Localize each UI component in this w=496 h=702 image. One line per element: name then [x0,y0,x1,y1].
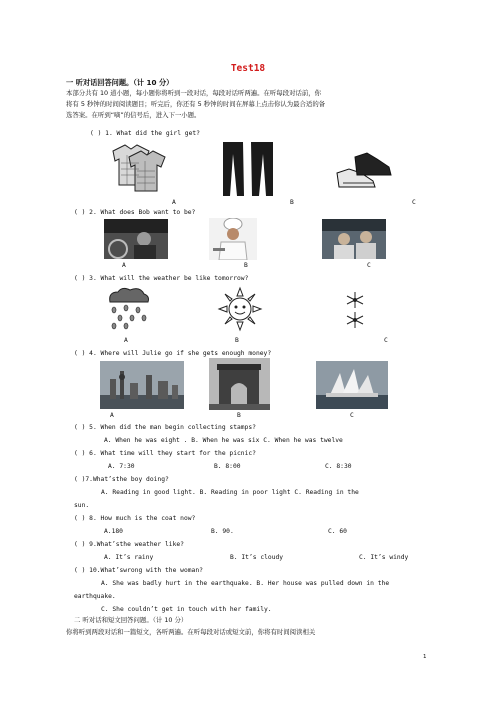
option-label-c: C [367,262,371,269]
option-a: A. 7:30 [108,463,135,470]
option-c: C. 8:30 [325,463,352,470]
intro-line: 将有 5 秒钟的时间阅读题目；听完后，你还有 5 秒钟的时间在屏幕上点击你认为最合适的备 [66,100,326,108]
question-10-options-cont: earthquake. [74,593,116,600]
option-c: C. It’s windy [359,554,409,561]
pilots-image [322,219,386,259]
question-5: ( ) 5. When did the man begin collecting stamps? [74,424,256,431]
option-label-b: B [237,412,241,419]
option-a: A.180 [104,528,123,535]
question-10-option-c: C. She couldn’t get in touch with her family. [101,606,272,613]
option-c: C. 60 [328,528,347,535]
option-label-b: B [235,337,239,344]
question-6: ( ) 6. What time will they start for the picnic? [74,450,256,457]
intro-line: 你将听到两段对话和一篇短文，各听两遍。在听每段对话或短文前，你将有时间阅读相关 [66,628,316,636]
option-label-a: A [110,412,114,419]
intro-line: 本部分共有 10 道小题，每小题你将听到一段对话，每段对话听两遍。在听每段对话前，你 [66,89,322,97]
option-label-a: A [124,337,128,344]
shirts-image [107,141,169,193]
option-label-b: B [244,262,248,269]
snow-icon [341,290,369,330]
question-5-options: A. When he was eight . B. When he was six C. When he was twelve [104,437,343,444]
sun-icon [217,286,263,332]
option-label-a: A [122,262,126,269]
question-1: ( ) 1. What did the girl get? [90,130,200,137]
intro-line: 选答案。在听到“嘀”的信号后，进入下一小题。 [66,111,201,119]
question-7: ( )7.What’sthe boy doing? [74,476,169,483]
section-heading: 一 听对话回答问题。（计 10 分） [66,78,174,87]
question-8: ( ) 8. How much is the coat now? [74,515,196,522]
option-label-a: A [172,199,176,206]
shanghai-skyline-image [100,361,184,409]
sydney-opera-house-image [316,361,388,409]
option-b: B. 8:00 [214,463,241,470]
option-label-c: C [350,412,354,419]
shoes-image [333,143,395,193]
option-label-b: B [290,199,294,206]
rain-icon [104,286,152,332]
question-9: ( ) 9.What’sthe weather like? [74,541,184,548]
section-heading: 二 听对话和短文回答问题。（计 10 分） [74,616,188,624]
option-b: B. It’s cloudy [230,554,284,561]
question-10: ( ) 10.What’swrong with the woman? [74,567,203,574]
option-a: A. It’s rainy [104,554,154,561]
option-b: B. 90. [211,528,234,535]
driver-image [104,219,168,259]
option-label-c: C [412,199,416,206]
question-10-options: A. She was badly hurt in the earthquake. B. Her house was pulled down in the [101,580,390,587]
page-title: Test18 [230,63,266,74]
arc-de-triomphe-image [209,358,270,410]
question-4: ( ) 4. Where will Julie go if she gets enough money? [74,350,272,357]
question-7-options: A. Reading in good light. B. Reading in poor light C. Reading in the [101,489,359,496]
trousers-image [217,140,279,198]
question-2: ( ) 2. What does Bob want to be? [74,209,196,216]
question-7-options-cont: sun. [74,502,90,509]
page-number: 1 [423,654,427,660]
question-3: ( ) 3. What will the weather be like tomorrow? [74,275,249,282]
chef-image [209,218,257,260]
option-label-c: C [384,337,388,344]
